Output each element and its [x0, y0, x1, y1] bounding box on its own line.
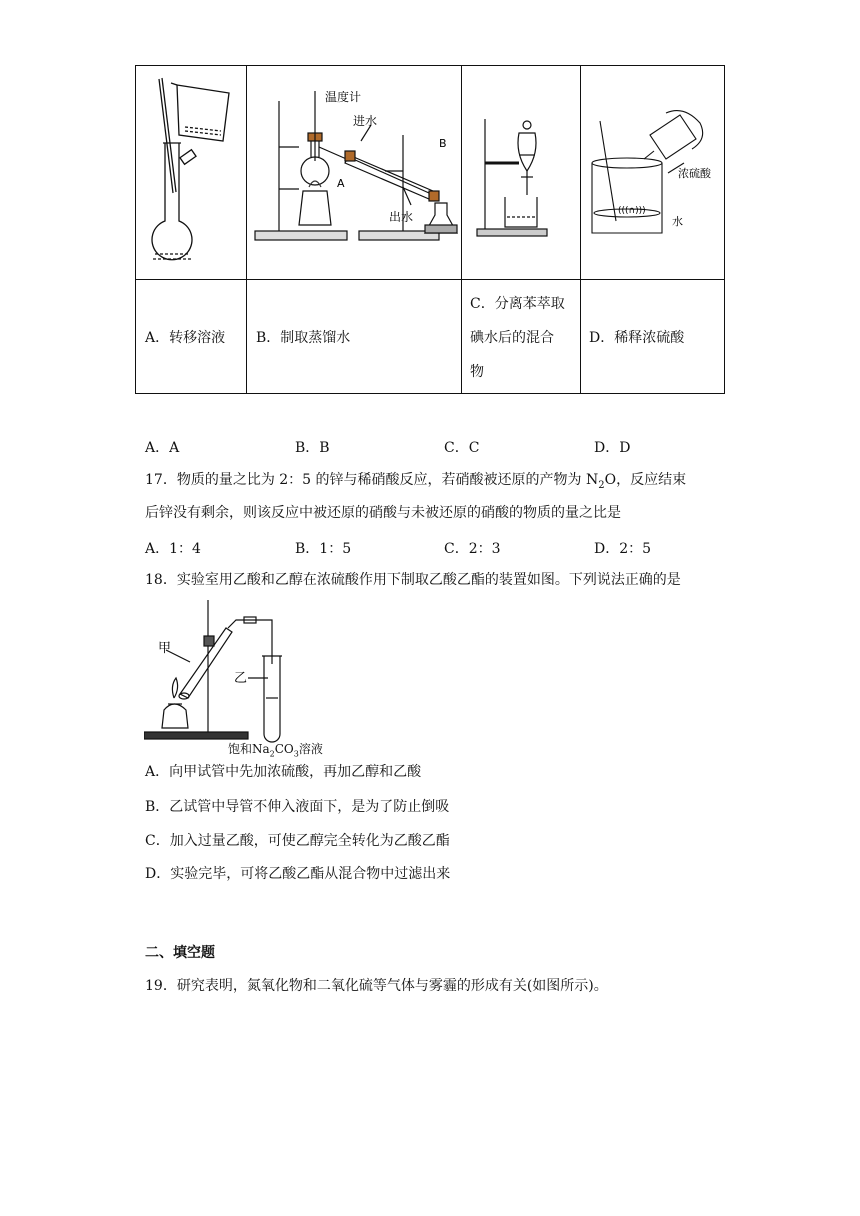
q18-option-a[interactable]: A．向甲试管中先加浓硫酸，再加乙醇和乙酸: [145, 764, 422, 780]
q16-option-c[interactable]: C．C: [444, 440, 480, 456]
label-b: B: [439, 137, 447, 150]
q17-option-d[interactable]: D．2：5: [594, 541, 652, 557]
cell-label-a: A．转移溶液: [145, 330, 226, 346]
section-heading: 二、填空题: [145, 945, 215, 961]
acid-label: 浓硫酸: [678, 167, 711, 180]
table-row-divider: [135, 279, 725, 280]
label-a: A: [337, 177, 345, 190]
q17-option-c[interactable]: C．2：3: [444, 541, 501, 557]
figure-caption: 饱和$Na_2CO_3$溶液: [228, 742, 323, 759]
transfer-solution-figure: [141, 73, 241, 273]
cell-label-c-line3: 物: [470, 364, 484, 380]
table-divider: [461, 65, 462, 394]
q18-option-c[interactable]: C．加入过量乙酸，可使乙醇完全转化为乙酸乙酯: [145, 833, 450, 849]
q19-stem: 19．研究表明，氮氧化物和二氧化硫等气体与雾霾的形成有关(如图所示)。: [145, 978, 608, 994]
q18-option-b[interactable]: B．乙试管中导管不伸入液面下，是为了防止倒吸: [145, 799, 450, 815]
q16-option-d[interactable]: D．D: [594, 440, 631, 456]
q17-option-b[interactable]: B．1：5: [295, 541, 352, 557]
dilute-acid-figure: [588, 109, 718, 239]
esterification-figure: [144, 598, 304, 758]
label-yi: 乙: [234, 671, 248, 686]
cell-label-b: B．制取蒸馏水: [256, 330, 351, 346]
q17-stem-line1: 17．物质的量之比为 2：5 的锌与稀硝酸反应，若硝酸被还原的产物为 $N_2O$，反应结束: [145, 472, 687, 491]
water-label: 水: [672, 215, 683, 228]
table-divider: [580, 65, 581, 394]
separatory-funnel-figure: [475, 115, 571, 239]
cell-label-d: D．稀释浓硫酸: [589, 330, 685, 346]
water-out-label: 出水: [389, 210, 414, 224]
options-table: [135, 65, 725, 394]
q17-stem-line2: 后锌没有剩余，则该反应中被还原的硝酸与未被还原的硝酸的物质的量之比是: [145, 505, 621, 521]
q18-stem: 18．实验室用乙酸和乙醇在浓硫酸作用下制取乙酸乙酯的装置如图。下列说法正确的是: [145, 572, 681, 588]
distillation-figure: [253, 91, 458, 251]
table-divider: [246, 65, 247, 394]
water-in-label: 进水: [353, 114, 378, 128]
thermometer-label: 温度计: [325, 91, 362, 104]
label-jia: 甲: [158, 641, 172, 656]
svg-text:(((∩))): (((∩))): [618, 206, 646, 216]
cell-label-c-line1: C．分离苯萃取: [470, 296, 565, 312]
q17-option-a[interactable]: A．1：4: [145, 541, 201, 557]
q18-option-d[interactable]: D．实验完毕，可将乙酸乙酯从混合物中过滤出来: [145, 866, 451, 882]
q16-option-a[interactable]: A．A: [145, 440, 180, 456]
cell-label-c-line2: 碘水后的混合: [470, 330, 554, 346]
q16-option-b[interactable]: B．B: [295, 440, 330, 456]
